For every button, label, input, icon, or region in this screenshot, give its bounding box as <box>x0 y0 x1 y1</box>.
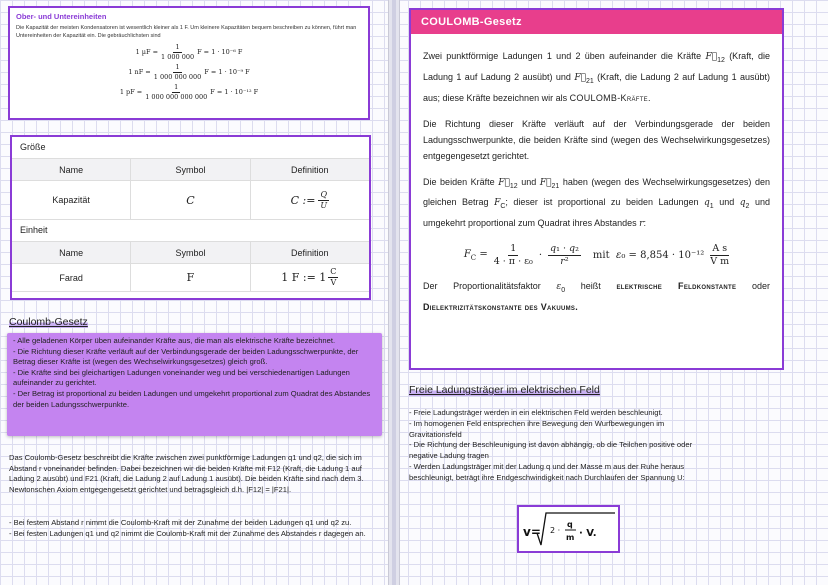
coulomb-note <box>7 333 382 436</box>
eq-den: 1 000 000 000 000 <box>145 92 208 101</box>
text-span: Dielektrizitätskonstante des Vakuums. <box>423 301 578 312</box>
eq-lhs: 1 nF = <box>128 68 151 76</box>
eps-value: = 8,854 · 10⁻¹² <box>628 249 705 261</box>
unit-equation <box>16 44 362 60</box>
col-header-symbol: Symbol <box>130 242 249 263</box>
eq-num: 1 <box>175 63 180 71</box>
def-prefix: C := <box>290 193 316 207</box>
text-span: haben (wegen des Wechselwirkungsgesetzes) den gleichen Betrag <box>423 176 770 208</box>
coulomb-law-box <box>409 8 784 370</box>
coulomb-law-p4: Der Proportionalitätsfaktor $\varepsilon_0$ heißt elektrische Feldkonstante oder Dielektrizitätskonstante des Vakuums. <box>423 281 770 312</box>
table-header-row <box>12 242 369 264</box>
cell-name: Farad <box>59 272 83 283</box>
units-box <box>8 6 370 120</box>
units-description: Die Kapazität der meisten Kondensatoren ist wesentlich kleiner als 1 F. Um kleinere Kapazitäten bequem beschreiben zu können, führt man Untereinheiten der Kapazität ein. Die gebräuchlichsten sind <box>16 25 357 39</box>
text-span: COULOMB-Kräfte. <box>569 92 651 103</box>
eq-lhs: 1 µF = <box>135 48 159 56</box>
cell-definition <box>250 181 369 219</box>
svg-text:2 ·: 2 · <box>550 526 561 535</box>
def-den: V <box>330 278 337 287</box>
cell-symbol: F <box>130 264 249 291</box>
coulomb-formula: $F_C$ = $\frac{1}{\text{4 · π · ε₀}}$ · $\frac{\text{q₁ · q₂}}{\text{r²}}$ mit ε₀ = 8,854 · 10⁻¹² $\frac{\text{A s}}{\text{V m}}$ <box>463 243 730 267</box>
eq-lhs: 1 pF = <box>119 88 143 96</box>
cell-symbol: C <box>130 181 249 219</box>
bullet-line: - Freie Ladungsträger werden in ein elektrischen Feld werden beschleunigt. <box>409 408 663 417</box>
col-header-symbol: Symbol <box>130 159 249 180</box>
text-span: und umgekehrt proportional zum Quadrat ihres Abstandes <box>423 197 770 229</box>
text-span: elektrische Feldkonstante <box>616 281 737 292</box>
table-header-row <box>12 159 369 181</box>
page-gutter <box>388 0 400 585</box>
col-header-name: Name <box>59 164 84 175</box>
def-prefix: 1 F := 1 <box>281 271 327 284</box>
free-carriers-heading-text: Freie Ladungsträger im elektrischen Feld <box>409 384 600 396</box>
text-span: und <box>521 176 537 187</box>
text-span: (Kraft, die Ladung 1 auf Ladung 2 ausübt) und <box>423 51 770 82</box>
bullet-line: - Bei festen Ladungen q1 und q2 nimmt die Coulomb-Kraft mit der Zunahme des Abstandes r dagegen an. <box>9 528 366 538</box>
table-row <box>12 264 369 292</box>
eq-num: 1 <box>175 43 180 51</box>
unit-equation <box>16 84 362 100</box>
free-carriers-heading <box>409 384 600 396</box>
handwritten-formula-graphic <box>519 507 618 551</box>
bullet-line: - Bei festem Abstand r nimmt die Coulomb-Kraft mit der Zunahme der beiden Ladungen q1 und q2 zu. <box>9 518 352 527</box>
eq-rhs: F = 1 · 10⁻⁹ F <box>204 68 250 76</box>
eq-fraction <box>145 84 207 100</box>
eq-den: 1 000 000 <box>161 52 195 61</box>
coulomb-law-p1: Zwei punktförmige Ladungen 1 und 2 üben aufeinander die Kräfte $F⃗_{12}$ (Kraft, die Ladung 1 auf Ladung 2 ausübt) und $F⃗_{21}$ (Kraft, die Ladung 2 auf Ladung 1 ausübt) aus; diese Kräfte bezeichnen wir als COULOMB-Kräfte. <box>423 51 770 103</box>
text-span: (Kraft, die Ladung 2 auf Ladung 1 ausübt) aus; diese Kräfte bezeichnen wir als <box>423 71 770 103</box>
eq-num: 1 <box>174 83 179 91</box>
svg-text:· V.: · V. <box>579 528 597 539</box>
cell-definition <box>250 264 369 291</box>
velocity-formula-handwritten <box>517 505 620 553</box>
col-header-name: Name <box>59 247 84 258</box>
def-den: U <box>320 200 328 210</box>
coulomb-heading-text: Coulomb-Gesetz <box>9 316 88 328</box>
coulomb-bullets <box>9 518 383 539</box>
def-fraction <box>318 191 329 210</box>
eq-fraction <box>161 44 194 60</box>
note-line: - Alle geladenen Körper üben aufeinander Kräfte aus, die man als elektrische Kräfte bezeichnet. <box>13 336 336 345</box>
text-span: Zwei punktförmige Ladungen 1 und 2 üben aufeinander die Kräfte <box>423 51 702 61</box>
gutter-bar <box>392 0 396 585</box>
units-title: Ober- und Untereinheiten <box>16 12 107 21</box>
coulomb-law-p2: Die Richtung dieser Kräfte verläuft auf der Verbindungsgerade der beiden Ladungsschwerpunkte, die beiden Kräfte sind (wegen des Wechselwirkungsgesetzes) entgegengesetzt gerichtet. <box>423 118 770 161</box>
bullet-line: - Im homogenen Feld entsprechen ihre Bewegung den Wurfbewegungen im Gravitationsfeld <box>409 418 665 439</box>
coulomb-law-p3: Die beiden Kräfte $F⃗_{12}$ und $F⃗_{21}$ haben (wegen des Wechselwirkungsgesetzes) den gleichen Betrag $F_C$; dieser ist proportional zu beiden Ladungen $q_1$ und $q_2$ und umgekehrt proportional zum Quadrat ihres Abstandes r: <box>423 176 770 230</box>
eq-den: 1 000 000 000 <box>153 72 202 81</box>
capacity-table <box>10 135 371 300</box>
coulomb-paragraph: Das Coulomb-Gesetz beschreibt die Kräfte zwischen zwei punktförmige Ladungen q1 und q2, die sich im Abstand r voneinander befinden. Dabei bezeichnen wir die beiden Kräfte mit F12 (Kraft, die Ladung 1 auf Ladung 2 ausübt) und F21 (Kraft, die Ladung 2 auf Ladung 1 ausübt). Die beiden Kräfte sind nach dem 3. Newtonschen Axiom entgegengesetzt gerichtet und betragsgleich d.h. |F12| = |F21|. <box>9 453 364 494</box>
note-line: - Die Richtung dieser Kräfte verläuft auf der Verbindungsgerade der beiden Ladungsschwerpunkte, der Betrag dieser Kräfte ist (wegen des Wechselwirkungsgesetzes) gleich groß. <box>13 346 359 367</box>
bullet-line: - Werden Ladungsträger mit der Ladung q und der Masse m aus der Ruhe heraus beschleunigt, beträgt ihre Endgeschwindigkeit nach Durchlaufen der Spannung U: <box>409 461 685 482</box>
coulomb-law-title: COULOMB-Gesetz <box>411 10 782 34</box>
def-fraction <box>328 268 338 287</box>
table-section-groesse: Größe <box>12 137 369 159</box>
eq-rhs: F = 1 · 10⁻⁶ F <box>197 48 243 56</box>
text-span: oder <box>751 281 770 292</box>
text-span: heißt <box>580 281 601 292</box>
text-span: Der Proportionalitätsfaktor <box>423 281 541 292</box>
free-carriers-text <box>409 408 709 484</box>
eq-fraction <box>154 64 202 80</box>
col-header-definition: Definition <box>250 242 369 263</box>
table-row <box>12 181 369 220</box>
svg-text:m: m <box>566 533 575 542</box>
text-span: Die beiden Kräfte <box>423 176 495 187</box>
cell-name: Kapazität <box>52 195 90 205</box>
bullet-line: - Die Richtung der Beschleunigung ist davon abhängig, ob die Teilchen positive oder negative Ladung tragen <box>409 440 693 461</box>
svg-text:q: q <box>567 520 573 529</box>
note-line: - Der Betrag ist proportional zu beiden Ladungen und umgekehrt proportional zum Quadrat des Abstandes der beiden Ladungsschwerpunkte. <box>13 388 371 409</box>
def-num: C <box>330 267 337 276</box>
col-header-definition: Definition <box>250 159 369 180</box>
def-num: Q <box>320 189 328 199</box>
table-section-einheit: Einheit <box>12 220 369 242</box>
eq-rhs: F = 1 · 10⁻¹² F <box>210 88 259 96</box>
text-span: und <box>719 197 735 208</box>
svg-text:v=: v= <box>523 525 541 539</box>
unit-equation <box>16 64 362 80</box>
coulomb-heading <box>9 316 88 328</box>
note-line: - Die Kräfte sind bei gleichartigen Ladungen voneinander weg und bei verschiedenartigen Ladungen aufeinander zu gerichtet. <box>13 367 350 388</box>
text-span: ; dieser ist proportional zu beiden Ladungen <box>505 197 699 208</box>
